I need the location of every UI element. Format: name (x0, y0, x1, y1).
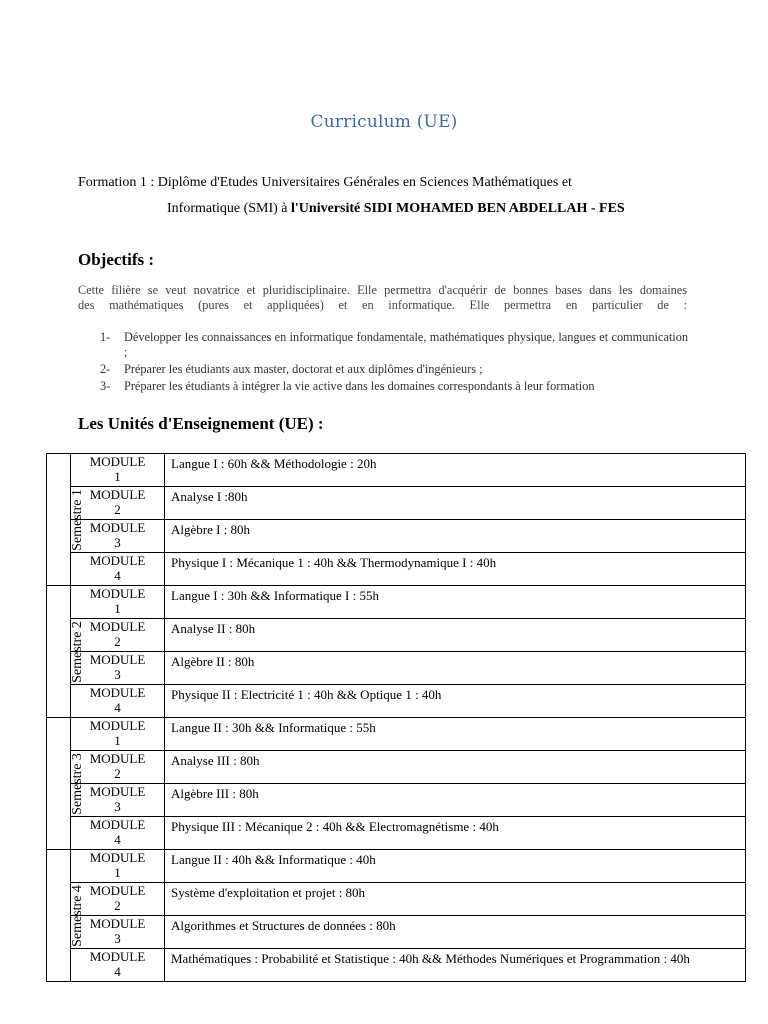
module-description: Algèbre III : 80h (165, 784, 746, 817)
module-number: 3 (114, 535, 121, 550)
table-row (47, 487, 746, 520)
module-number: 2 (114, 634, 121, 649)
module-number: 1 (114, 469, 121, 484)
page-title: Curriculum (UE) (310, 112, 458, 132)
table-row (47, 586, 746, 619)
module-description: Analyse II : 80h (165, 619, 746, 652)
objectifs-paragraph-line-1: Cette filière se veut novatrice et pluridisciplinaire. Elle permettra d'acquérir de bonnes bases dans les domaines (78, 283, 687, 297)
module-description: Algèbre II : 80h (165, 652, 746, 685)
semester-cell (47, 850, 85, 982)
module-number: 4 (114, 964, 121, 979)
table-row (47, 850, 746, 883)
module-name: MODULE (89, 850, 146, 865)
table-row (47, 916, 746, 949)
module-cell (71, 553, 165, 586)
module-number: 3 (114, 931, 121, 946)
list-item-text: Préparer les étudiants aux master, doctorat et aux diplômes d'ingénieurs ; (124, 362, 483, 376)
module-number: 1 (114, 865, 121, 880)
objectifs-list (100, 330, 688, 396)
list-item (100, 330, 688, 360)
module-description: Physique III : Mécanique 2 : 40h && Electromagnétisme : 40h (165, 817, 746, 850)
module-number: 4 (114, 568, 121, 583)
module-number: 2 (114, 766, 121, 781)
table-row (47, 520, 746, 553)
formation-line-1: Formation 1 : Diplôme d'Etudes Universitaires Générales en Sciences Mathématiques et (78, 175, 572, 190)
module-name: MODULE (89, 520, 146, 535)
table-row (47, 817, 746, 850)
module-name: MODULE (89, 949, 146, 964)
module-description: Analyse I :80h (165, 487, 746, 520)
module-name: MODULE (89, 619, 146, 634)
list-item (100, 379, 688, 394)
module-name: MODULE (89, 685, 146, 700)
module-cell (71, 718, 165, 751)
semester-label: Semestre 3 (69, 753, 85, 815)
semester-label: Semestre 1 (69, 489, 85, 551)
module-cell (71, 586, 165, 619)
list-item-text: Préparer les étudiants à intégrer la vie active dans les domaines correspondants à leur formation (124, 379, 595, 393)
list-item-text: Développer les connaissances en informatique fondamentale, mathématiques physique, langues et communication ; (124, 330, 688, 359)
table-row (47, 619, 746, 652)
module-description: Physique II : Electricité 1 : 40h && Optique 1 : 40h (165, 685, 746, 718)
module-description: Langue I : 30h && Informatique I : 55h (165, 586, 746, 619)
table-row (47, 718, 746, 751)
module-name: MODULE (89, 454, 146, 469)
list-item-number: 1- (100, 330, 111, 344)
list-item-number: 2- (100, 362, 111, 376)
module-name: MODULE (89, 751, 146, 766)
module-number: 2 (114, 898, 121, 913)
module-name: MODULE (89, 916, 146, 931)
semester-cell (47, 718, 85, 850)
list-item (100, 362, 688, 377)
objectifs-heading: Objectifs : (78, 250, 155, 269)
module-name: MODULE (89, 586, 146, 601)
list-item-number: 3- (100, 379, 111, 393)
module-number: 2 (114, 502, 121, 517)
module-description: Langue I : 60h && Méthodologie : 20h (165, 454, 746, 487)
table-row (47, 454, 746, 487)
table-row (47, 685, 746, 718)
ue-heading: Les Unités d'Enseignement (UE) : (78, 414, 324, 433)
module-cell (71, 850, 165, 883)
semester-cell (47, 454, 85, 586)
module-description: Langue II : 40h && Informatique : 40h (165, 850, 746, 883)
module-number: 3 (114, 667, 121, 682)
table-row (47, 784, 746, 817)
module-name: MODULE (89, 652, 146, 667)
module-cell (71, 454, 165, 487)
semester-label: Semestre 4 (69, 885, 85, 947)
module-number: 1 (114, 601, 121, 616)
module-description: Système d'exploitation et projet : 80h (165, 883, 746, 916)
objectifs-paragraph-line-2: des mathématiques (pures et appliquées) et en informatique. Elle permettra en particulier de : (78, 298, 687, 312)
module-cell (71, 817, 165, 850)
formation-line-2 (167, 201, 625, 217)
table-row (47, 949, 746, 982)
module-number: 4 (114, 832, 121, 847)
module-name: MODULE (89, 817, 146, 832)
module-name: MODULE (89, 487, 146, 502)
module-description: Algorithmes et Structures de données : 80h (165, 916, 746, 949)
formation-program: Informatique (SMI) à (167, 201, 292, 216)
semester-label: Semestre 2 (69, 621, 85, 683)
table-row (47, 553, 746, 586)
module-number: 3 (114, 799, 121, 814)
table-row (47, 883, 746, 916)
formation-university: l'Université SIDI MOHAMED BEN ABDELLAH - FES (291, 201, 625, 216)
module-name: MODULE (89, 784, 146, 799)
module-description: Algèbre I : 80h (165, 520, 746, 553)
module-cell (71, 685, 165, 718)
module-description: Langue II : 30h && Informatique : 55h (165, 718, 746, 751)
module-name: MODULE (89, 553, 146, 568)
module-description: Analyse III : 80h (165, 751, 746, 784)
table-row (47, 751, 746, 784)
objectifs-paragraph (78, 283, 687, 313)
module-number: 4 (114, 700, 121, 715)
module-name: MODULE (89, 718, 146, 733)
module-cell (71, 949, 165, 982)
module-description: Mathématiques : Probabilité et Statistique : 40h && Méthodes Numériques et Programmation : 40h (165, 949, 746, 982)
table-row (47, 652, 746, 685)
semester-cell (47, 586, 85, 718)
module-number: 1 (114, 733, 121, 748)
module-name: MODULE (89, 883, 146, 898)
module-description: Physique I : Mécanique 1 : 40h && Thermodynamique I : 40h (165, 553, 746, 586)
ue-table (46, 453, 746, 982)
